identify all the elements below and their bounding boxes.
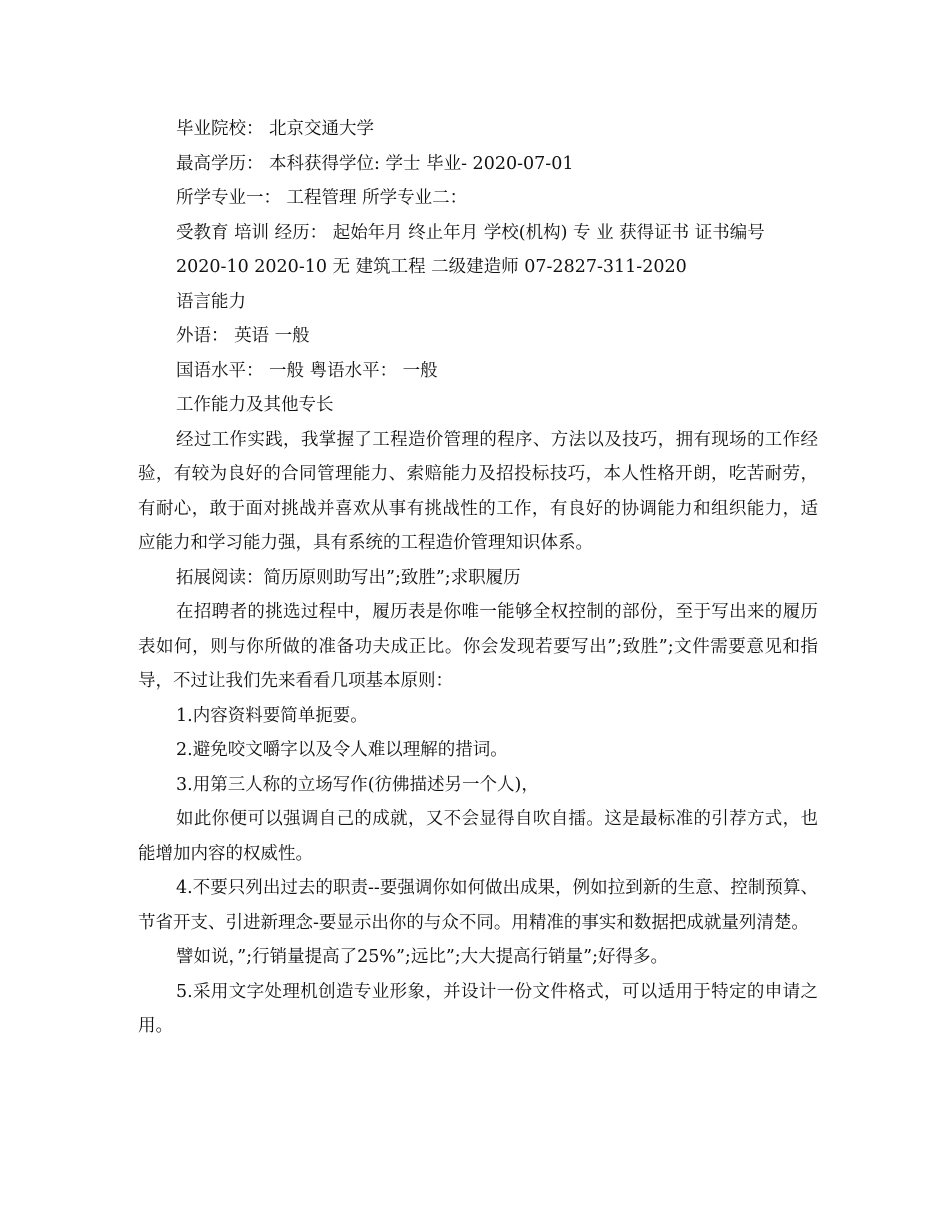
- document-page: [138, 112, 818, 1044]
- principle-3: 3.用第三人称的立场写作(彷佛描述另一个人)，: [176, 774, 539, 795]
- extended-reading-title: 拓展阅读：简历原则助写出”;致胜”;求职履历: [176, 567, 521, 588]
- graduation-school-line: 毕业院校： 北京交通大学: [176, 119, 375, 139]
- education-training-header: 受教育 培训 经历： 起始年月 终止年月 学校(机构) 专 业 获得证书 证书编号: [176, 222, 765, 243]
- highest-degree-line: 最高学历： 本科获得学位: 学士 毕业- 2020-07-01: [176, 153, 574, 174]
- principle-2: 2.避免咬文嚼字以及令人难以理解的措词。: [176, 740, 508, 760]
- principle-5: 5.采用文字处理机创造专业形象，并设计一份文件格式，可以适用于特定的申请之用。: [138, 981, 818, 1036]
- principle-4: 4.不要只列出过去的职责--要强调你如何做出成果，例如拉到新的生意、控制预算、节省开支、引进新理念-要显示出你的与众不同。用精准的事实和数据把成就量列清楚。: [138, 878, 818, 933]
- work-ability-paragraph: 经过工作实践，我掌握了工程造价管理的程序、方法以及技巧，拥有现场的工作经验，有较为良好的合同管理能力、索赔能力及招投标技巧，本人性格开朗，吃苦耐劳，有耐心，敢于面对挑战并喜欢从事有挑战性的工作，有良好的协调能力和组织能力，适应能力和学习能力强，具有系统的工程造价管理知识体系。: [138, 429, 818, 553]
- resume-intro-paragraph: 在招聘者的挑选过程中，履历表是你唯一能够全权控制的部份，至于写出来的履历表如何，则与你所做的准备功夫成正比。你会发现若要写出”;致胜”;文件需要意见和指导，不过让我们先来看看几项基本原则：: [138, 602, 818, 691]
- principle-1: 1.内容资料要简单扼要。: [176, 705, 368, 726]
- principle-3-explanation: 如此你便可以强调自己的成就，又不会显得自吹自擂。这是最标准的引荐方式，也能增加内容的权威性。: [138, 809, 818, 864]
- education-training-entry: 2020-10 2020-10 无 建筑工程 二级建造师 07-2827-311-2020: [176, 257, 687, 277]
- language-ability-heading: 语言能力: [176, 291, 246, 312]
- foreign-language-line: 外语： 英语 一般: [176, 326, 310, 346]
- work-ability-heading: 工作能力及其他专长: [176, 395, 334, 415]
- principle-4-example: 譬如说，”;行销量提高了25%”;远比”;大大提高行销量”;好得多。: [176, 947, 669, 967]
- mandarin-cantonese-line: 国语水平： 一般 粤语水平： 一般: [176, 360, 438, 381]
- major-line: 所学专业一： 工程管理 所学专业二：: [176, 188, 468, 208]
